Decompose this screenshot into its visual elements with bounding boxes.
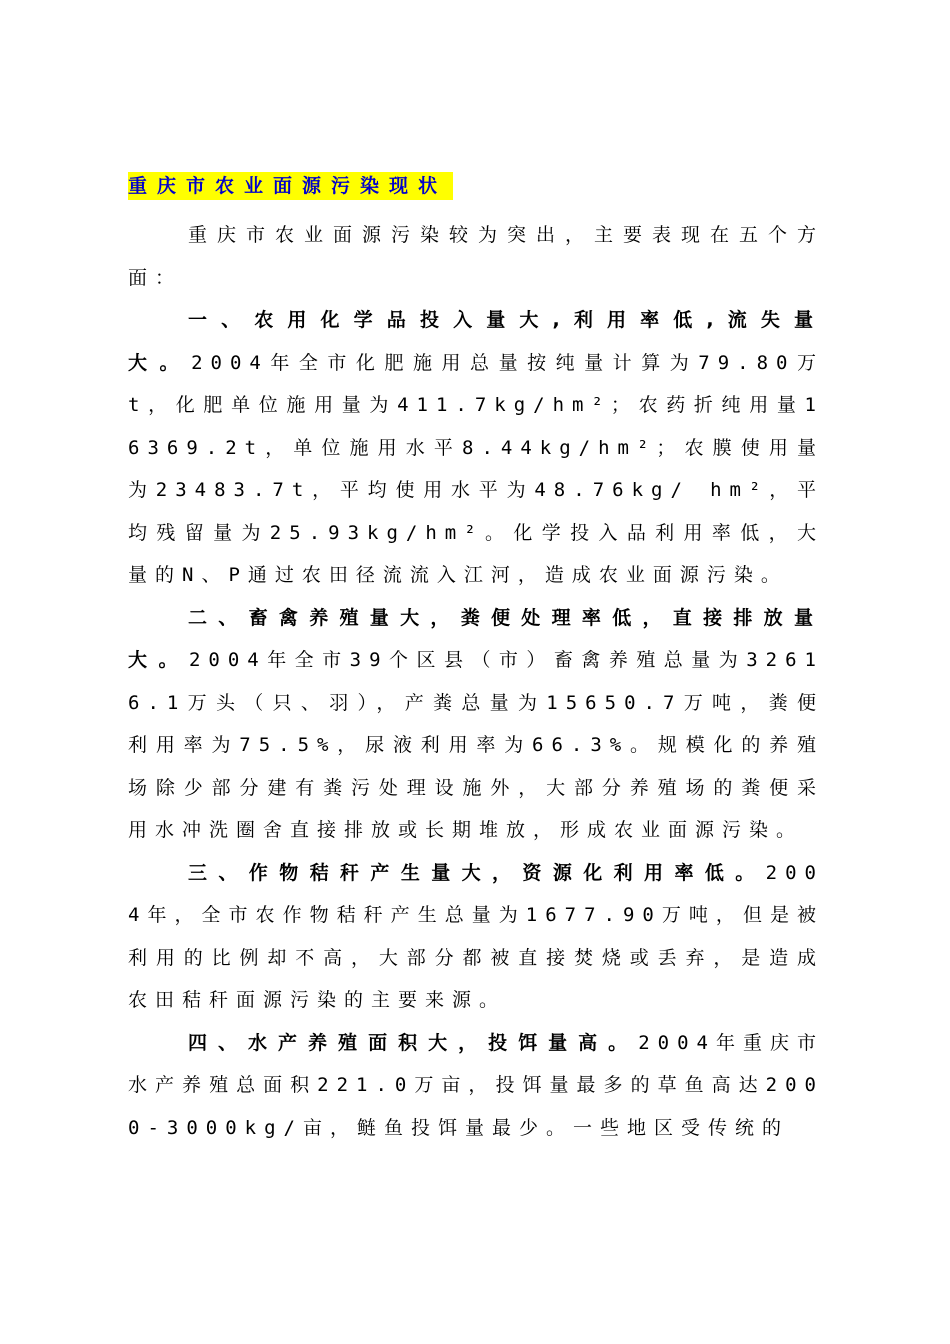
intro-paragraph: 重庆市农业面源污染较为突出，主要表现在五个方面： <box>128 224 824 289</box>
section-4-heading: 四、水产养殖面积大，投饵量高。 <box>188 1031 639 1054</box>
section-3-heading: 三、作物秸秆产生量大，资源化利用率低。 <box>188 861 766 884</box>
section-3-body: 2004年，全市农作物秸秆产生总量为1677.90万吨，但是被利用的比例却不高，大部分都被直接焚烧或丢弃，是造成农田秸秆面源污染的主要来源。 <box>128 861 824 1011</box>
section-1-heading: 一、农用化学品投入量大,利用率低,流失量大。 <box>128 309 824 374</box>
section-2-heading: 二、畜禽养殖量大，粪便处理率低，直接排放量大。 <box>128 606 824 671</box>
section-4-paragraph <box>128 1022 824 1150</box>
document-title: 重庆市农业面源污染现状 <box>128 172 453 200</box>
section-2-paragraph <box>128 597 824 852</box>
section-1-paragraph <box>128 299 824 597</box>
document-content <box>128 172 824 1149</box>
section-4-body: 2004年重庆市水产养殖总面积221.0万亩，投饵量最多的草鱼高达2000-3000kg/亩，鲢鱼投饵量最少。一些地区受传统的 <box>128 1031 824 1139</box>
section-3-paragraph <box>128 852 824 1022</box>
section-2-body: 2004年全市39个区县（市）畜禽养殖总量为32616.1万头（只、羽），产粪总量为15650.7万吨，粪便利用率为75.5%，尿液利用率为66.3%。规模化的养殖场除少部分建有粪污处理设施外，大部分养殖场的粪便采用水冲洗圈舍直接排放或长期堆放，形成农业面源污染。 <box>128 649 824 841</box>
section-1-body: 2004年全市化肥施用总量按纯量计算为79.80万t，化肥单位施用量为411.7kg/hm²；农药折纯用量16369.2t，单位施用水平8.44kg/hm²；农膜使用量为23483.7t，平均使用水平为48.76kg/ hm²，平均残留量为25.93kg/hm²。化学投入品利用率低，大量的N、P通过农田径流流入江河，造成农业面源污染。 <box>128 351 824 586</box>
